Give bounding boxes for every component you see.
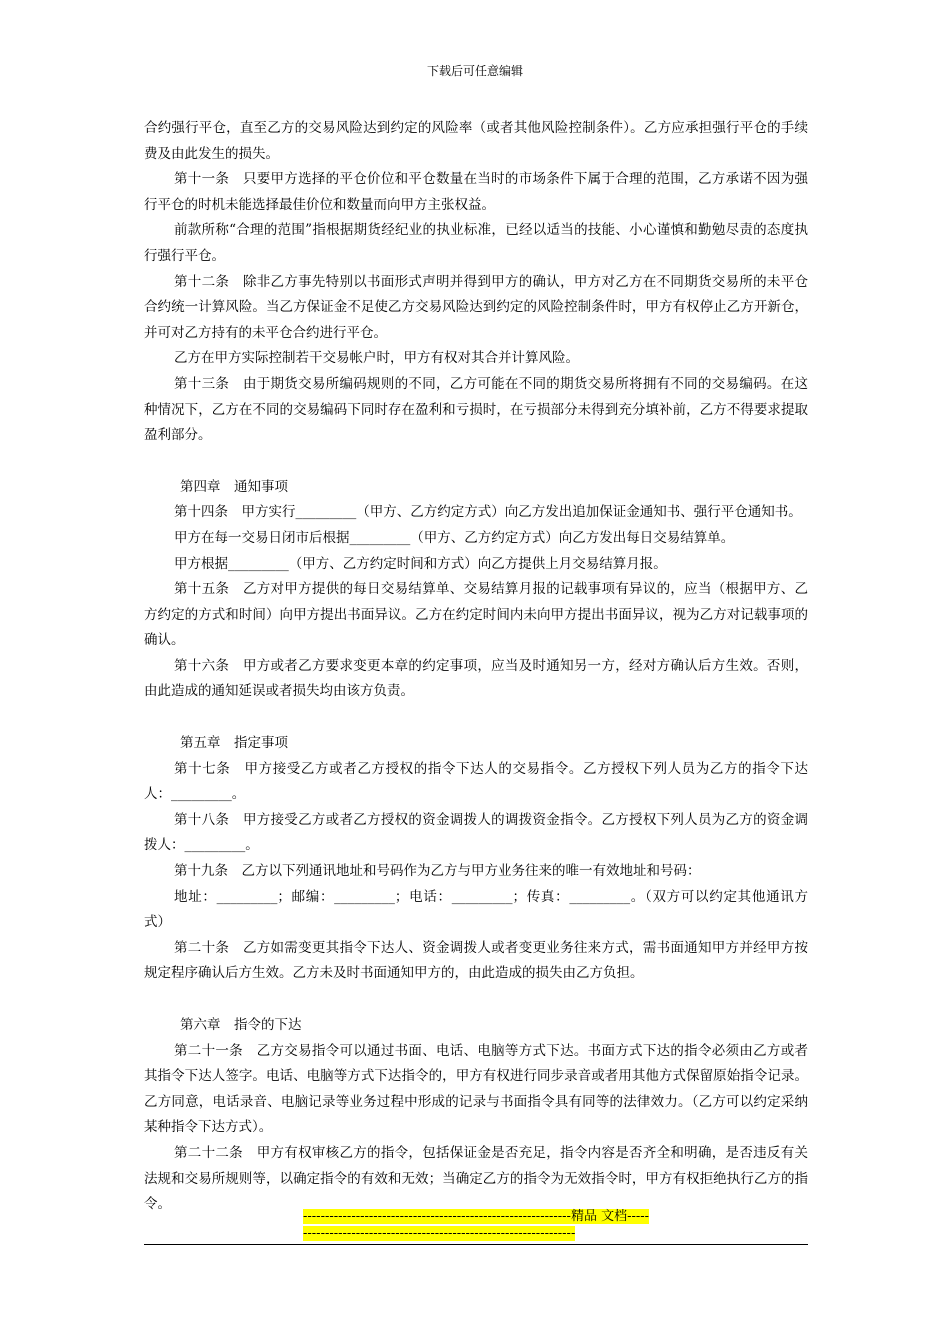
footer-banner-text: -------------------------------------------------------------精品 文档-------------------------------------------------------------------: [303, 1209, 650, 1241]
page-header: 下载后可任意编辑: [426, 64, 523, 78]
article-14: 第十四条 甲方实行_________（甲方、乙方约定方式）向乙方发出追加保证金通知书、强行平仓通知书。: [174, 504, 802, 521]
article-22: 第二十二条 甲方有权审核乙方的指令，包括保证金是否充足，指令内容是否齐全和明确，是否违反有关法规和交易所规则等，以确定指令的有效和无效；当确定乙方的指令为无效指令时，甲方有权拒绝执行乙方的指令。: [144, 1144, 808, 1213]
article-16: 第十六条 甲方或者乙方要求变更本章的约定事项，应当及时通知另一方，经对方确认后方生效。否则，由此造成的通知延误或者损失均由该方负责。: [144, 657, 808, 700]
article-12: 第十二条 除非乙方事先特别以书面形式声明并得到甲方的确认，甲方对乙方在不同期货交易所的未平仓合约统一计算风险。当乙方保证金不足使乙方交易风险达到约定的风险控制条件时，甲方有权停止乙方开新仓，并可对乙方持有的未平仓合约进行平仓。: [144, 273, 808, 341]
contact-info-line: 地址：_________；邮编：_________；电话：_________；传真：_________。（双方可以约定其他通讯方式）: [144, 888, 808, 931]
article-20: 第二十条 乙方如需变更其指令下达人、资金调拨人或者变更业务往来方式，需书面通知甲方并经甲方按规定程序确认后方生效。乙方未及时书面通知甲方的，由此造成的损失由乙方负担。: [144, 939, 808, 982]
article-15: 第十五条 乙方对甲方提供的每日交易结算单、交易结算月报的记载事项有异议的，应当（根据甲方、乙方约定的方式和时间）向甲方提出书面异议。乙方在约定时间内未向甲方提出书面异议，视为乙方对记载事项的确认。: [144, 581, 808, 649]
chapter-4-heading: 第四章 通知事项: [180, 478, 288, 495]
chapter-6-heading: 第六章 指令的下达: [180, 1017, 302, 1033]
document-body: [144, 116, 808, 1218]
article-13: 第十三条 由于期货交易所编码规则的不同，乙方可能在不同的期货交易所将拥有不同的交易编码。在这种情况下，乙方在不同的交易编码下同时存在盈利和亏损时，在亏损部分未得到充分填补前，乙方不得要求提取盈利部分。: [144, 375, 808, 444]
paragraph: 甲方在每一交易日闭市后根据_________（甲方、乙方约定方式）向乙方发出每日交易结算单。: [174, 529, 735, 546]
article-21: 第二十一条 乙方交易指令可以通过书面、电话、电脑等方式下达。书面方式下达的指令必须由乙方或者其指令下达人签字。电话、电脑等方式下达指令的，甲方有权进行同步录音或者用其他方式保留原始指令记录。乙方同意，电话录音、电脑记录等业务过程中形成的记录与书面指令具有同等的法律效力。（乙方可以约定采纳某种指令下达方式）。: [144, 1042, 808, 1136]
paragraph: 合约强行平仓，直至乙方的交易风险达到约定的风险率（或者其他风险控制条件）。乙方应承担强行平仓的手续费及由此发生的损失。: [144, 120, 808, 162]
article-11: 第十一条 只要甲方选择的平仓价位和平仓数量在当时的市场条件下属于合理的范围，乙方承诺不因为强行平仓的时机未能选择最佳价位和数量而向甲方主张权益。: [144, 171, 808, 213]
footer-watermark-banner: [303, 1208, 651, 1242]
footer-divider: [144, 1244, 808, 1245]
article-18: 第十八条 甲方接受乙方或者乙方授权的资金调拨人的调拨资金指令。乙方授权下列人员为乙方的资金调拨人：_________。: [144, 811, 808, 854]
article-17: 第十七条 甲方接受乙方或者乙方授权的指令下达人的交易指令。乙方授权下列人员为乙方的指令下达人：_________。: [144, 760, 808, 803]
paragraph: 甲方根据_________（甲方、乙方约定时间和方式）向乙方提供上月交易结算月报。: [174, 555, 667, 572]
chapter-5-heading: 第五章 指定事项: [180, 735, 288, 752]
paragraph: 乙方在甲方实际控制若干交易帐户时，甲方有权对其合并计算风险。: [174, 350, 579, 367]
paragraph: 前款所称“合理的范围”指根据期货经纪业的执业标准，已经以适当的技能、小心谨慎和勤勉尽责的态度执行强行平仓。: [144, 222, 808, 264]
article-19: 第十九条 乙方以下列通讯地址和号码作为乙方与甲方业务往来的唯一有效地址和号码：: [174, 863, 701, 880]
